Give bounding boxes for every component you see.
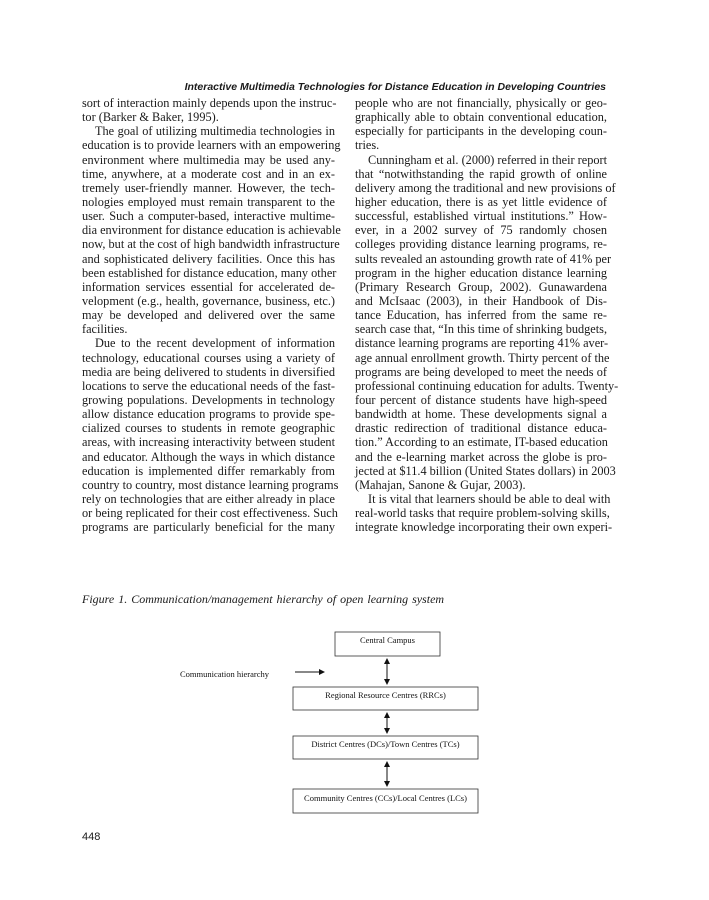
text-line: successful, established virtual institutions.” How- <box>355 209 607 224</box>
text-line: cialized courses to students in remote geographic <box>82 421 335 436</box>
text-line: search case that, “In this time of shrinking budgets, <box>355 322 608 337</box>
text-line: program in the higher education distance learning <box>355 265 607 280</box>
text-line: programs are being developed to meet the needs of <box>355 364 607 379</box>
text-line: professional continuing education for adults. Twenty- <box>355 378 619 393</box>
text-line: delivery among the traditional and new provisions of <box>355 180 616 195</box>
text-line: sort of interaction mainly depends upon the instruc- <box>82 96 337 110</box>
text-line: ever, in a 2002 survey of 75 randomly chosen <box>355 223 607 238</box>
text-line: drastic redirection of traditional distance educa- <box>355 421 607 436</box>
text-line: Due to the recent development of information <box>95 336 335 351</box>
text-line: especially for participants in the developing coun- <box>355 124 607 139</box>
text-line: locations to serve the educational needs of the fast- <box>82 378 335 393</box>
text-line: four percent of distance students have high-speed <box>355 392 607 407</box>
text-line: and educator. Although the ways in which distance <box>82 449 335 464</box>
text-line: dia environment for distance education is achievable <box>82 223 341 238</box>
text-line: areas, with increasing interactivity between student <box>82 435 335 450</box>
text-line: It is vital that learners should be able to deal with <box>368 491 611 506</box>
text-line: (Primary Research Group, 2002). Gunawardena <box>355 279 607 294</box>
text-line: tries. <box>355 138 380 153</box>
text-line: distance learning programs are reporting 41% aver- <box>355 336 609 351</box>
text-line: The goal of utilizing multimedia technologies in <box>95 124 335 139</box>
box-label: Community Centres (CCs)/Local Centres (LCs) <box>304 793 467 803</box>
running-header: Interactive Multimedia Technologies for Distance Education in Developing Countries <box>184 81 606 93</box>
text-line: environment where multimedia may be used any- <box>82 152 335 167</box>
text-line: age annual enrollment growth. Thirty percent of the <box>355 350 610 365</box>
text-line: rely on technologies that are either already in place <box>82 491 335 506</box>
text-line: may be developed and delivered over the same <box>82 308 335 323</box>
text-line: higher education, there is as yet little evidence of <box>355 194 607 209</box>
page-number: 448 <box>82 831 101 843</box>
text-line: allow distance education programs to provide spe- <box>82 407 335 422</box>
text-line: integrate knowledge incorporating their own experi- <box>355 520 613 535</box>
figure-caption: Figure 1. Communication/management hierarchy of open learning system <box>82 592 445 606</box>
text-line: colleges providing distance learning programs, re- <box>355 237 607 252</box>
text-line: nologies employed must remain transparent to the <box>82 194 335 209</box>
box-label: Regional Resource Centres (RRCs) <box>325 690 446 700</box>
text-line: real-world tasks that require problem-solving skills, <box>355 506 610 521</box>
text-line: bandwidth at home. These developments signal a <box>355 407 607 422</box>
text-line: graphically able to obtain conventional education, <box>355 110 607 125</box>
text-line: and McIsaac (2003), in their Handbook of Dis- <box>355 293 607 308</box>
box-label: District Centres (DCs)/Town Centres (TCs) <box>311 739 460 749</box>
text-line: media are being delivered to students in diversified <box>82 364 335 379</box>
text-line: or being replicated for their cost effectiveness. Such <box>82 506 338 521</box>
text-line: jected at $11.4 billion (United States dollars) in 2003 <box>355 463 616 478</box>
text-line: education is to provide learners with an empowering <box>82 138 341 153</box>
text-line: tion.” According to an estimate, IT-based education <box>355 435 608 450</box>
text-line: sults revealed an astounding growth rate of 41% per <box>355 251 612 266</box>
box-central-campus <box>335 632 440 656</box>
text-line: technology, educational courses using a variety of <box>82 350 335 365</box>
text-line: (Mahajan, Sanone & Gujar, 2003). <box>355 477 526 492</box>
text-line: education is implemented differ remarkably from <box>82 463 335 478</box>
text-line: velopment (e.g., health, governance, business, etc.) <box>82 293 335 308</box>
text-line: programs are particularly beneficial for the many <box>82 520 335 535</box>
text-line: tremely user-friendly manner. However, the tech- <box>82 180 335 195</box>
text-line: people who are not financially, physically or geo- <box>355 96 607 110</box>
box-community-centres <box>293 789 478 813</box>
box-label: Central Campus <box>359 635 416 645</box>
text-line: and sophisticated delivery facilities. Once this has <box>82 251 335 266</box>
box-regional-resource-centres <box>293 687 478 710</box>
text-line: tor (Barker & Baker, 1995). <box>82 110 219 125</box>
text-line: now, but at the cost of high bandwidth infrastructure <box>82 237 340 252</box>
text-line: facilities. <box>82 322 128 337</box>
text-line: that “notwithstanding the rapid growth of online <box>355 166 607 181</box>
text-line: Cunningham et al. (2000) referred in their report <box>368 152 608 167</box>
text-line: growing populations. Developments in technology <box>82 392 335 407</box>
text-line: user. Such a computer-based, interactive multime- <box>82 209 335 224</box>
text-line: been established for distance education, many other <box>82 265 337 280</box>
text-line: information services essential for accelerated de- <box>82 279 335 294</box>
text-line: tance Education, has inferred from the same re- <box>355 308 607 323</box>
text-line: country to country, most distance learning programs <box>82 477 339 492</box>
hierarchy-label: Communication hierarchy <box>180 669 269 679</box>
text-line: and the e-learning market across the globe is pro- <box>355 449 607 464</box>
text-line: time, anywhere, at a moderate cost and in an ex- <box>82 166 335 181</box>
box-district-centres <box>293 736 478 759</box>
